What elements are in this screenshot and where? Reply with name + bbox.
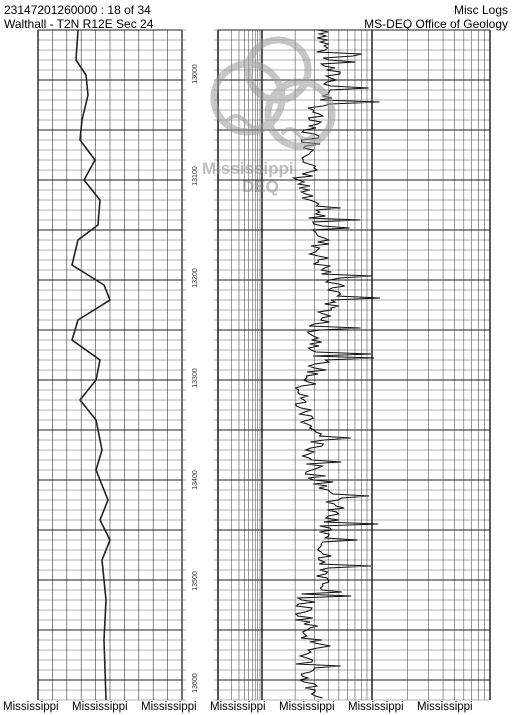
- well-location-label: Walthall - T2N R12E Sec 24: [4, 17, 154, 31]
- well-id-page-label: 23147201260000 : 18 of 34: [4, 3, 151, 17]
- depth-label: 13500: [192, 571, 199, 591]
- footer-item: Mississippi: [141, 701, 197, 713]
- depth-label: 13200: [192, 268, 199, 288]
- footer-item: Mississippi: [3, 701, 59, 713]
- footer-item: Mississippi: [72, 701, 128, 713]
- depth-label: 13600: [192, 673, 199, 693]
- depth-label: 13100: [192, 166, 199, 186]
- footer-item: Mississippi: [279, 701, 335, 713]
- depth-label: 13000: [192, 64, 199, 84]
- footer-item: Mississippi: [348, 701, 404, 713]
- log-category-label: Misc Logs: [453, 3, 508, 17]
- left-track-grid: [38, 30, 182, 700]
- seal-text-line2: DEQ: [242, 177, 279, 196]
- depth-label: 13300: [192, 368, 199, 388]
- seal-text-line1: Mississippi: [202, 159, 294, 178]
- footer-item: Mississippi: [417, 701, 473, 713]
- agency-label: MS-DEQ Office of Geology: [364, 17, 508, 31]
- footer-watermark-strip: [0, 700, 515, 715]
- footer-item: Mississippi: [210, 701, 266, 713]
- deq-seal-watermark: [196, 36, 346, 196]
- depth-label: 13400: [192, 470, 199, 490]
